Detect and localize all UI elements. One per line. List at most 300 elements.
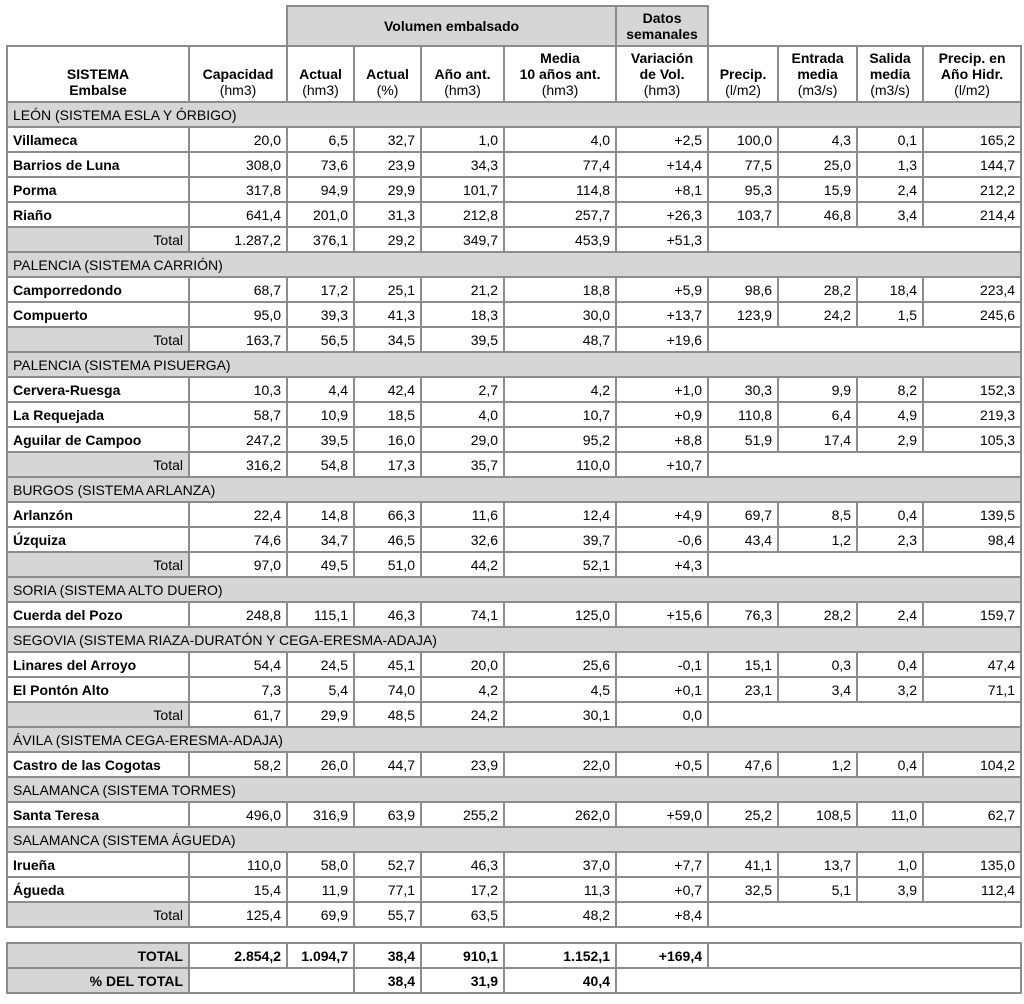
table-cell: 10,7 (504, 402, 616, 427)
table-cell: +8,1 (616, 177, 708, 202)
table-cell: 1,0 (421, 127, 504, 152)
table-cell: 28,2 (778, 277, 857, 302)
column-header (287, 46, 354, 102)
table-cell: 135,0 (923, 852, 1021, 877)
table-cell: 11,3 (504, 877, 616, 902)
grand-total-cell: 1.152,1 (504, 943, 616, 968)
table-cell: 21,2 (421, 277, 504, 302)
table-cell: 77,1 (354, 877, 421, 902)
table-cell: 4,2 (504, 377, 616, 402)
column-header-line: (hm3) (643, 82, 681, 98)
table-cell: 63,9 (354, 802, 421, 827)
table-cell: 18,4 (857, 277, 923, 302)
column-header-line: de Vol. (639, 66, 685, 82)
table-cell: 32,5 (708, 877, 778, 902)
table-cell: 123,9 (708, 302, 778, 327)
table-cell: 98,6 (708, 277, 778, 302)
table-cell: 3,9 (857, 877, 923, 902)
table-cell: 212,8 (421, 202, 504, 227)
reservoir-name: Barrios de Luna (7, 152, 189, 177)
table-cell: 108,5 (778, 802, 857, 827)
header-group-datos (616, 6, 708, 46)
table-cell: 8,2 (857, 377, 923, 402)
table-cell: 247,2 (189, 427, 287, 452)
section-total-label: Total (7, 902, 189, 927)
table-cell: 3,4 (857, 202, 923, 227)
table-row (7, 177, 1021, 202)
table-row (7, 852, 1021, 877)
empty-cell (708, 452, 1021, 477)
table-cell: 316,9 (287, 802, 354, 827)
table-row (7, 652, 1021, 677)
total-cell: 1.287,2 (189, 227, 287, 252)
total-cell: +8,4 (616, 902, 708, 927)
total-cell: 0,0 (616, 702, 708, 727)
empty-cell (708, 227, 1021, 252)
table-row (7, 377, 1021, 402)
table-cell: 30,3 (708, 377, 778, 402)
total-cell: 316,2 (189, 452, 287, 477)
section-total-row (7, 327, 1021, 352)
table-cell: 16,0 (354, 427, 421, 452)
section-title: ÁVILA (SISTEMA CEGA-ERESMA-ADAJA) (7, 727, 1021, 752)
column-header-line: Año ant. (434, 66, 491, 82)
table-cell: 115,1 (287, 602, 354, 627)
column-header (354, 46, 421, 102)
table-cell: 47,4 (923, 652, 1021, 677)
table-cell: 248,8 (189, 602, 287, 627)
table-row (7, 127, 1021, 152)
table-cell: +0,9 (616, 402, 708, 427)
reservoir-name: Riaño (7, 202, 189, 227)
table-cell: 15,1 (708, 652, 778, 677)
table-cell: 4,9 (857, 402, 923, 427)
table-cell: 212,2 (923, 177, 1021, 202)
total-cell: 35,7 (421, 452, 504, 477)
table-cell: 31,3 (354, 202, 421, 227)
column-header-line: Capacidad (202, 66, 274, 82)
table-cell: 144,7 (923, 152, 1021, 177)
header-group-volumen: Volumen embalsado (287, 6, 616, 46)
table-cell: 10,3 (189, 377, 287, 402)
table-cell: 58,7 (189, 402, 287, 427)
table-cell: 11,0 (857, 802, 923, 827)
table-row (7, 277, 1021, 302)
table-cell: 11,9 (287, 877, 354, 902)
table-cell: 104,2 (923, 752, 1021, 777)
grand-total-cell: +169,4 (616, 943, 708, 968)
table-cell: 159,7 (923, 602, 1021, 627)
section-title: SEGOVIA (SISTEMA RIAZA-DURATÓN Y CEGA-ERESMA-ADAJA) (7, 627, 1021, 652)
header-blank (7, 6, 287, 46)
section-title: BURGOS (SISTEMA ARLANZA) (7, 477, 1021, 502)
total-cell: 34,5 (354, 327, 421, 352)
total-cell: 110,0 (504, 452, 616, 477)
reservoir-name: Águeda (7, 877, 189, 902)
column-header-line: Año Hidr. (940, 66, 1004, 82)
table-cell: 77,5 (708, 152, 778, 177)
table-cell: +4,9 (616, 502, 708, 527)
total-cell: 39,5 (421, 327, 504, 352)
table-cell: 101,7 (421, 177, 504, 202)
column-header-line: Entrada (791, 50, 844, 66)
table-cell: 6,5 (287, 127, 354, 152)
column-header-line: (m3/s) (797, 82, 838, 98)
table-cell: +26,3 (616, 202, 708, 227)
table-cell: 2,3 (857, 527, 923, 552)
total-cell: 51,0 (354, 552, 421, 577)
reservoir-name: La Requejada (7, 402, 189, 427)
table-cell: 1,2 (778, 752, 857, 777)
reservoir-table (6, 5, 1022, 928)
section-title: LEÓN (SISTEMA ESLA Y ÓRBIGO) (7, 102, 1021, 127)
table-cell: 6,4 (778, 402, 857, 427)
table-cell: 71,1 (923, 677, 1021, 702)
table-row (7, 427, 1021, 452)
empty-cell (708, 943, 1021, 968)
section-header (7, 577, 1021, 602)
reservoir-name: Porma (7, 177, 189, 202)
pct-total-label: % DEL TOTAL (7, 968, 189, 993)
pct-total-cell: 31,9 (421, 968, 504, 993)
table-cell: 39,7 (504, 527, 616, 552)
table-cell: 201,0 (287, 202, 354, 227)
table-cell: 74,6 (189, 527, 287, 552)
table-cell: 22,4 (189, 502, 287, 527)
table-cell: +14,4 (616, 152, 708, 177)
table-cell: 46,8 (778, 202, 857, 227)
table-cell: 43,4 (708, 527, 778, 552)
table-cell: 5,4 (287, 677, 354, 702)
table-cell: 1,5 (857, 302, 923, 327)
empty-cell (708, 552, 1021, 577)
table-cell: 34,7 (287, 527, 354, 552)
table-cell: 47,6 (708, 752, 778, 777)
table-cell: 1,3 (857, 152, 923, 177)
table-cell: +15,6 (616, 602, 708, 627)
table-cell: 110,8 (708, 402, 778, 427)
pct-total-cell: 40,4 (504, 968, 616, 993)
table-cell: 46,3 (421, 852, 504, 877)
table-cell: 34,3 (421, 152, 504, 177)
table-cell: -0,1 (616, 652, 708, 677)
section-total-row (7, 452, 1021, 477)
empty-cell (708, 902, 1021, 927)
table-cell: 95,0 (189, 302, 287, 327)
column-header-line: media (797, 66, 838, 82)
table-cell: 257,7 (504, 202, 616, 227)
column-header-line: Actual (299, 66, 342, 82)
total-cell: 29,9 (287, 702, 354, 727)
table-cell: 2,4 (857, 602, 923, 627)
total-cell: 30,1 (504, 702, 616, 727)
column-header (923, 46, 1021, 102)
section-header (7, 477, 1021, 502)
table-cell: 10,9 (287, 402, 354, 427)
table-cell: 20,0 (189, 127, 287, 152)
table-row (7, 152, 1021, 177)
table-cell: 5,1 (778, 877, 857, 902)
table-row (7, 752, 1021, 777)
total-cell: 125,4 (189, 902, 287, 927)
table-cell: 74,1 (421, 602, 504, 627)
total-cell: 376,1 (287, 227, 354, 252)
table-cell: 73,6 (287, 152, 354, 177)
table-cell: 95,3 (708, 177, 778, 202)
header-column-row (7, 46, 1021, 102)
reservoir-name: Cervera-Ruesga (7, 377, 189, 402)
table-cell: 3,4 (778, 677, 857, 702)
column-header (708, 46, 778, 102)
section-total-row (7, 702, 1021, 727)
table-cell: +1,0 (616, 377, 708, 402)
table-cell: 45,1 (354, 652, 421, 677)
reservoir-name: Compuerto (7, 302, 189, 327)
table-cell: +5,9 (616, 277, 708, 302)
reservoir-name: El Pontón Alto (7, 677, 189, 702)
total-cell: 61,7 (189, 702, 287, 727)
table-cell: 20,0 (421, 652, 504, 677)
table-cell: 0,4 (857, 502, 923, 527)
header-group-datos-line2: semanales (626, 26, 698, 42)
table-cell: 103,7 (708, 202, 778, 227)
total-cell: 49,5 (287, 552, 354, 577)
table-cell: 110,0 (189, 852, 287, 877)
table-cell: +13,7 (616, 302, 708, 327)
table-cell: 37,0 (504, 852, 616, 877)
column-header-line: Precip. en (938, 50, 1006, 66)
reservoir-name: Castro de las Cogotas (7, 752, 189, 777)
table-cell: 39,5 (287, 427, 354, 452)
table-cell: 17,2 (421, 877, 504, 902)
table-cell: 1,0 (857, 852, 923, 877)
table-cell: 4,5 (504, 677, 616, 702)
table-cell: 98,4 (923, 527, 1021, 552)
section-total-row (7, 552, 1021, 577)
table-cell: 41,1 (708, 852, 778, 877)
table-cell: 29,9 (354, 177, 421, 202)
table-cell: 41,3 (354, 302, 421, 327)
table-cell: 219,3 (923, 402, 1021, 427)
table-cell: 58,2 (189, 752, 287, 777)
section-header (7, 727, 1021, 752)
column-header-line: (hm3) (302, 82, 339, 98)
grand-total-cell: 38,4 (354, 943, 421, 968)
table-cell: +0,7 (616, 877, 708, 902)
column-header-line: Salida (869, 50, 911, 66)
total-cell: +19,6 (616, 327, 708, 352)
table-row (7, 602, 1021, 627)
reservoir-name: Santa Teresa (7, 802, 189, 827)
column-header-line: (m3/s) (870, 82, 910, 98)
total-cell: +10,7 (616, 452, 708, 477)
table-cell: 76,3 (708, 602, 778, 627)
column-header-line: Precip. (719, 66, 767, 82)
reservoir-name: Arlanzón (7, 502, 189, 527)
empty-cell (616, 968, 1021, 993)
table-cell: 26,0 (287, 752, 354, 777)
column-header-line: Media (540, 50, 580, 66)
total-cell: 55,7 (354, 902, 421, 927)
table-cell: 69,7 (708, 502, 778, 527)
table-row (7, 677, 1021, 702)
section-header (7, 252, 1021, 277)
section-title: PALENCIA (SISTEMA PISUERGA) (7, 352, 1021, 377)
column-header-line: (hm3) (444, 82, 481, 98)
header-group-row (7, 6, 1021, 46)
column-header-line: (l/m2) (725, 82, 761, 98)
section-header (7, 827, 1021, 852)
pct-total-row (7, 968, 1021, 993)
table-cell: 7,3 (189, 677, 287, 702)
table-cell: 4,3 (778, 127, 857, 152)
reservoir-name: Aguilar de Campoo (7, 427, 189, 452)
table-row (7, 402, 1021, 427)
empty-cell (708, 702, 1021, 727)
column-header-line: Actual (366, 66, 409, 82)
table-row (7, 202, 1021, 227)
table-cell: 105,3 (923, 427, 1021, 452)
total-cell: 52,1 (504, 552, 616, 577)
table-cell: 77,4 (504, 152, 616, 177)
table-cell: 24,2 (778, 302, 857, 327)
table-cell: 0,3 (778, 652, 857, 677)
total-cell: 24,2 (421, 702, 504, 727)
total-cell: 54,8 (287, 452, 354, 477)
grand-total-cell: 1.094,7 (287, 943, 354, 968)
table-cell: 4,2 (421, 677, 504, 702)
table-cell: 44,7 (354, 752, 421, 777)
table-cell: 15,9 (778, 177, 857, 202)
table-row (7, 302, 1021, 327)
column-header (504, 46, 616, 102)
grand-total-cell: 910,1 (421, 943, 504, 968)
empty-cell (189, 968, 354, 993)
column-header-line: (%) (376, 82, 399, 98)
total-cell: 44,2 (421, 552, 504, 577)
table-cell: +0,1 (616, 677, 708, 702)
table-cell: 52,7 (354, 852, 421, 877)
table-cell: 317,8 (189, 177, 287, 202)
table-cell: 32,7 (354, 127, 421, 152)
table-cell: 3,2 (857, 677, 923, 702)
empty-cell (708, 327, 1021, 352)
table-cell: 4,0 (504, 127, 616, 152)
section-total-label: Total (7, 702, 189, 727)
table-cell: 23,9 (421, 752, 504, 777)
reservoir-name: Cuerda del Pozo (7, 602, 189, 627)
table-cell: 25,6 (504, 652, 616, 677)
table-cell: 1,2 (778, 527, 857, 552)
total-cell: 48,7 (504, 327, 616, 352)
table-cell: 13,7 (778, 852, 857, 877)
column-header-line: SISTEMA (66, 66, 130, 82)
column-header (857, 46, 923, 102)
table-cell: 23,9 (354, 152, 421, 177)
column-header-line: Variación (630, 50, 694, 66)
total-cell: 63,5 (421, 902, 504, 927)
table-cell: 214,4 (923, 202, 1021, 227)
table-cell: 4,0 (421, 402, 504, 427)
reservoir-name: Irueña (7, 852, 189, 877)
table-cell: 30,0 (504, 302, 616, 327)
table-cell: 262,0 (504, 802, 616, 827)
column-header (421, 46, 504, 102)
table-cell: 114,8 (504, 177, 616, 202)
table-cell: 15,4 (189, 877, 287, 902)
grand-total-row (7, 943, 1021, 968)
table-cell: 58,0 (287, 852, 354, 877)
table-cell: -0,6 (616, 527, 708, 552)
total-cell: 349,7 (421, 227, 504, 252)
grand-total-cell: 2.854,2 (189, 943, 287, 968)
table-cell: 68,7 (189, 277, 287, 302)
table-cell: 9,9 (778, 377, 857, 402)
total-cell: +51,3 (616, 227, 708, 252)
table-cell: 51,9 (708, 427, 778, 452)
column-header-line: Embalse (69, 82, 127, 98)
table-cell: 46,5 (354, 527, 421, 552)
column-header-line: (l/m2) (954, 82, 990, 98)
column-header (778, 46, 857, 102)
table-cell: 46,3 (354, 602, 421, 627)
grand-total-label: TOTAL (7, 943, 189, 968)
header-blank (708, 6, 1021, 46)
table-cell: 18,5 (354, 402, 421, 427)
section-header (7, 352, 1021, 377)
table-row (7, 802, 1021, 827)
table-cell: 112,4 (923, 877, 1021, 902)
section-header (7, 777, 1021, 802)
table-cell: 32,6 (421, 527, 504, 552)
table-cell: 0,1 (857, 127, 923, 152)
table-cell: 14,8 (287, 502, 354, 527)
table-cell: 25,2 (708, 802, 778, 827)
table-cell: 42,4 (354, 377, 421, 402)
table-cell: +8,8 (616, 427, 708, 452)
reservoir-name: Villameca (7, 127, 189, 152)
table-cell: 95,2 (504, 427, 616, 452)
column-header-line: 10 años ant. (519, 66, 601, 82)
table-cell: 308,0 (189, 152, 287, 177)
table-cell: 641,4 (189, 202, 287, 227)
table-cell: 2,9 (857, 427, 923, 452)
column-header (616, 46, 708, 102)
table-cell: 18,3 (421, 302, 504, 327)
table-cell: 66,3 (354, 502, 421, 527)
table-cell: +0,5 (616, 752, 708, 777)
total-cell: 453,9 (504, 227, 616, 252)
table-cell: 12,4 (504, 502, 616, 527)
column-header (7, 46, 189, 102)
total-cell: 17,3 (354, 452, 421, 477)
pct-total-cell: 38,4 (354, 968, 421, 993)
column-header-line: media (869, 66, 911, 82)
total-cell: 48,2 (504, 902, 616, 927)
section-total-row (7, 227, 1021, 252)
table-cell: 17,2 (287, 277, 354, 302)
section-title: SALAMANCA (SISTEMA TORMES) (7, 777, 1021, 802)
table-cell: 152,3 (923, 377, 1021, 402)
table-cell: 18,8 (504, 277, 616, 302)
total-cell: 29,2 (354, 227, 421, 252)
table-cell: 255,2 (421, 802, 504, 827)
table-cell: 223,4 (923, 277, 1021, 302)
table-cell: 25,0 (778, 152, 857, 177)
reservoir-name: Camporredondo (7, 277, 189, 302)
table-cell: 139,5 (923, 502, 1021, 527)
table-row (7, 527, 1021, 552)
